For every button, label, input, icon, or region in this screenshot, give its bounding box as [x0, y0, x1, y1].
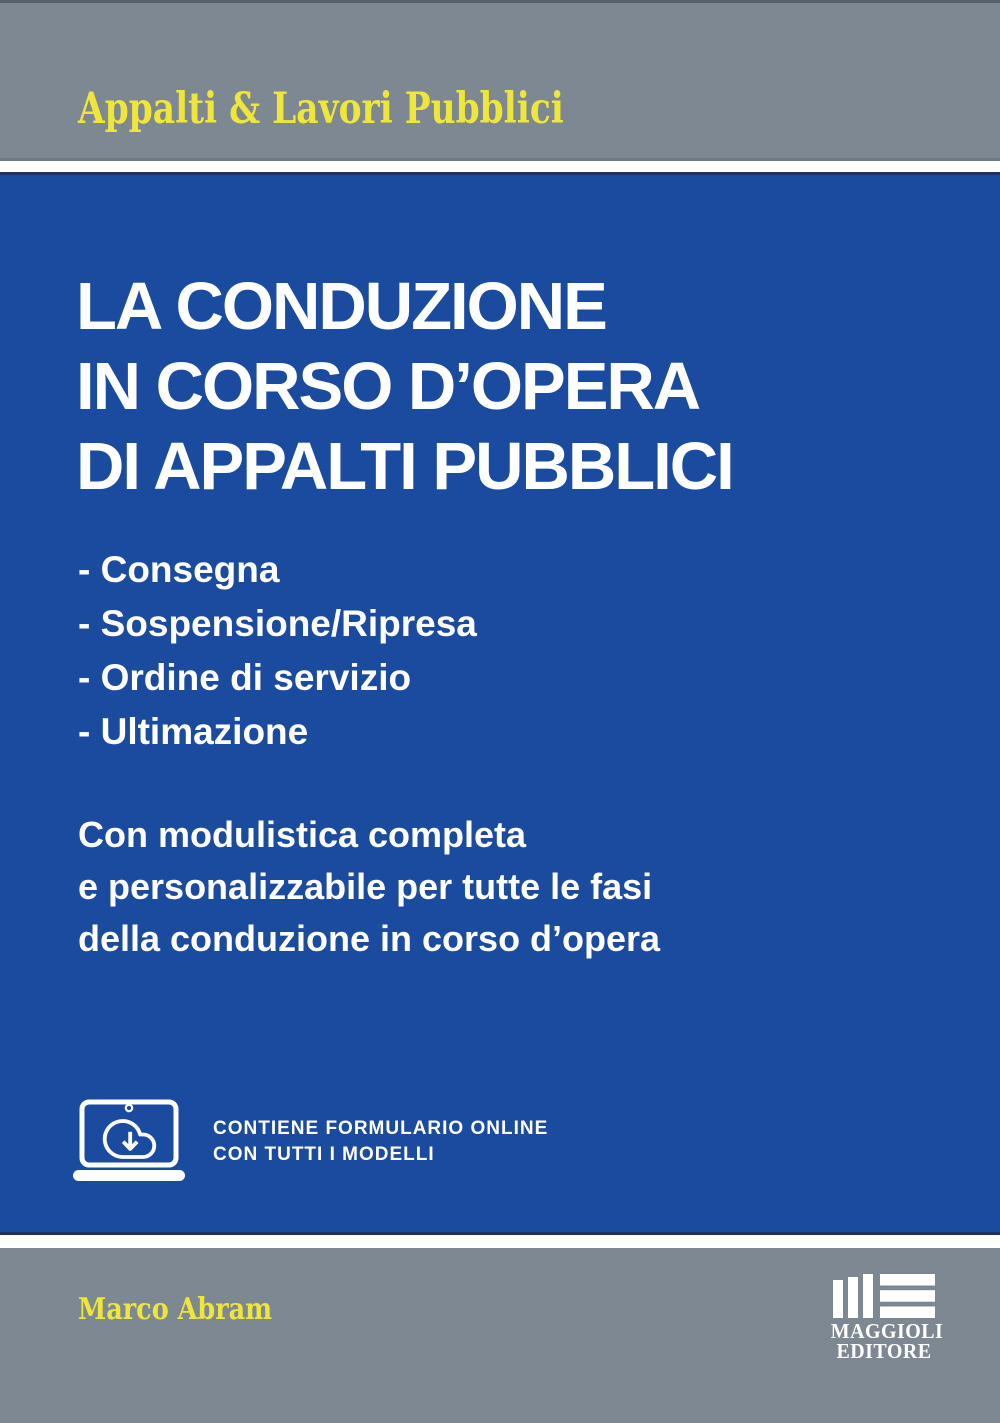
- subtitle-line-1: Con modulistica completa: [78, 814, 527, 855]
- title-line-3: DI APPALTI PUBBLICI: [76, 429, 733, 504]
- online-content-row: [73, 1099, 548, 1183]
- online-note-line-1: CONTIENE FORMULARIO ONLINE: [213, 1118, 549, 1139]
- topic-item-2: - Sospensione/Ripresa: [78, 603, 477, 644]
- topic-item-3: - Ordine di servizio: [78, 657, 412, 698]
- subtitle: [78, 809, 660, 965]
- publisher-name-line-2: EDITORE: [836, 1339, 932, 1363]
- online-note-line-2: CON TUTTI I MODELLI: [213, 1144, 435, 1165]
- footer-band: [0, 1248, 1000, 1423]
- maggioli-editore-logo: [833, 1274, 935, 1318]
- title-line-1: LA CONDUZIONE: [76, 269, 606, 344]
- main-panel: [0, 172, 1000, 1235]
- series-title: Appalti & Lavori Pubblici: [78, 84, 564, 134]
- divider-stripe-bottom: [0, 1235, 1000, 1248]
- subtitle-line-2: e personalizzabile per tutte le fasi: [78, 866, 653, 907]
- title-line-2: IN CORSO D’OPERA: [76, 349, 700, 424]
- topics-list: [78, 543, 477, 759]
- author-name: Marco Abram: [78, 1292, 273, 1327]
- book-title: [76, 267, 733, 507]
- publisher-name: [830, 1319, 944, 1363]
- divider-stripe-top: [0, 161, 1000, 172]
- topic-item-1: - Consegna: [78, 549, 280, 590]
- online-note: [213, 1116, 548, 1168]
- topic-item-4: - Ultimazione: [78, 711, 309, 752]
- subtitle-line-3: della conduzione in corso d’opera: [78, 918, 661, 959]
- header-band: [0, 0, 1000, 161]
- publisher-name-line-1: MAGGIOLI: [830, 1319, 944, 1343]
- publisher-block: [828, 1274, 944, 1363]
- laptop-cloud-download-icon: [73, 1099, 185, 1183]
